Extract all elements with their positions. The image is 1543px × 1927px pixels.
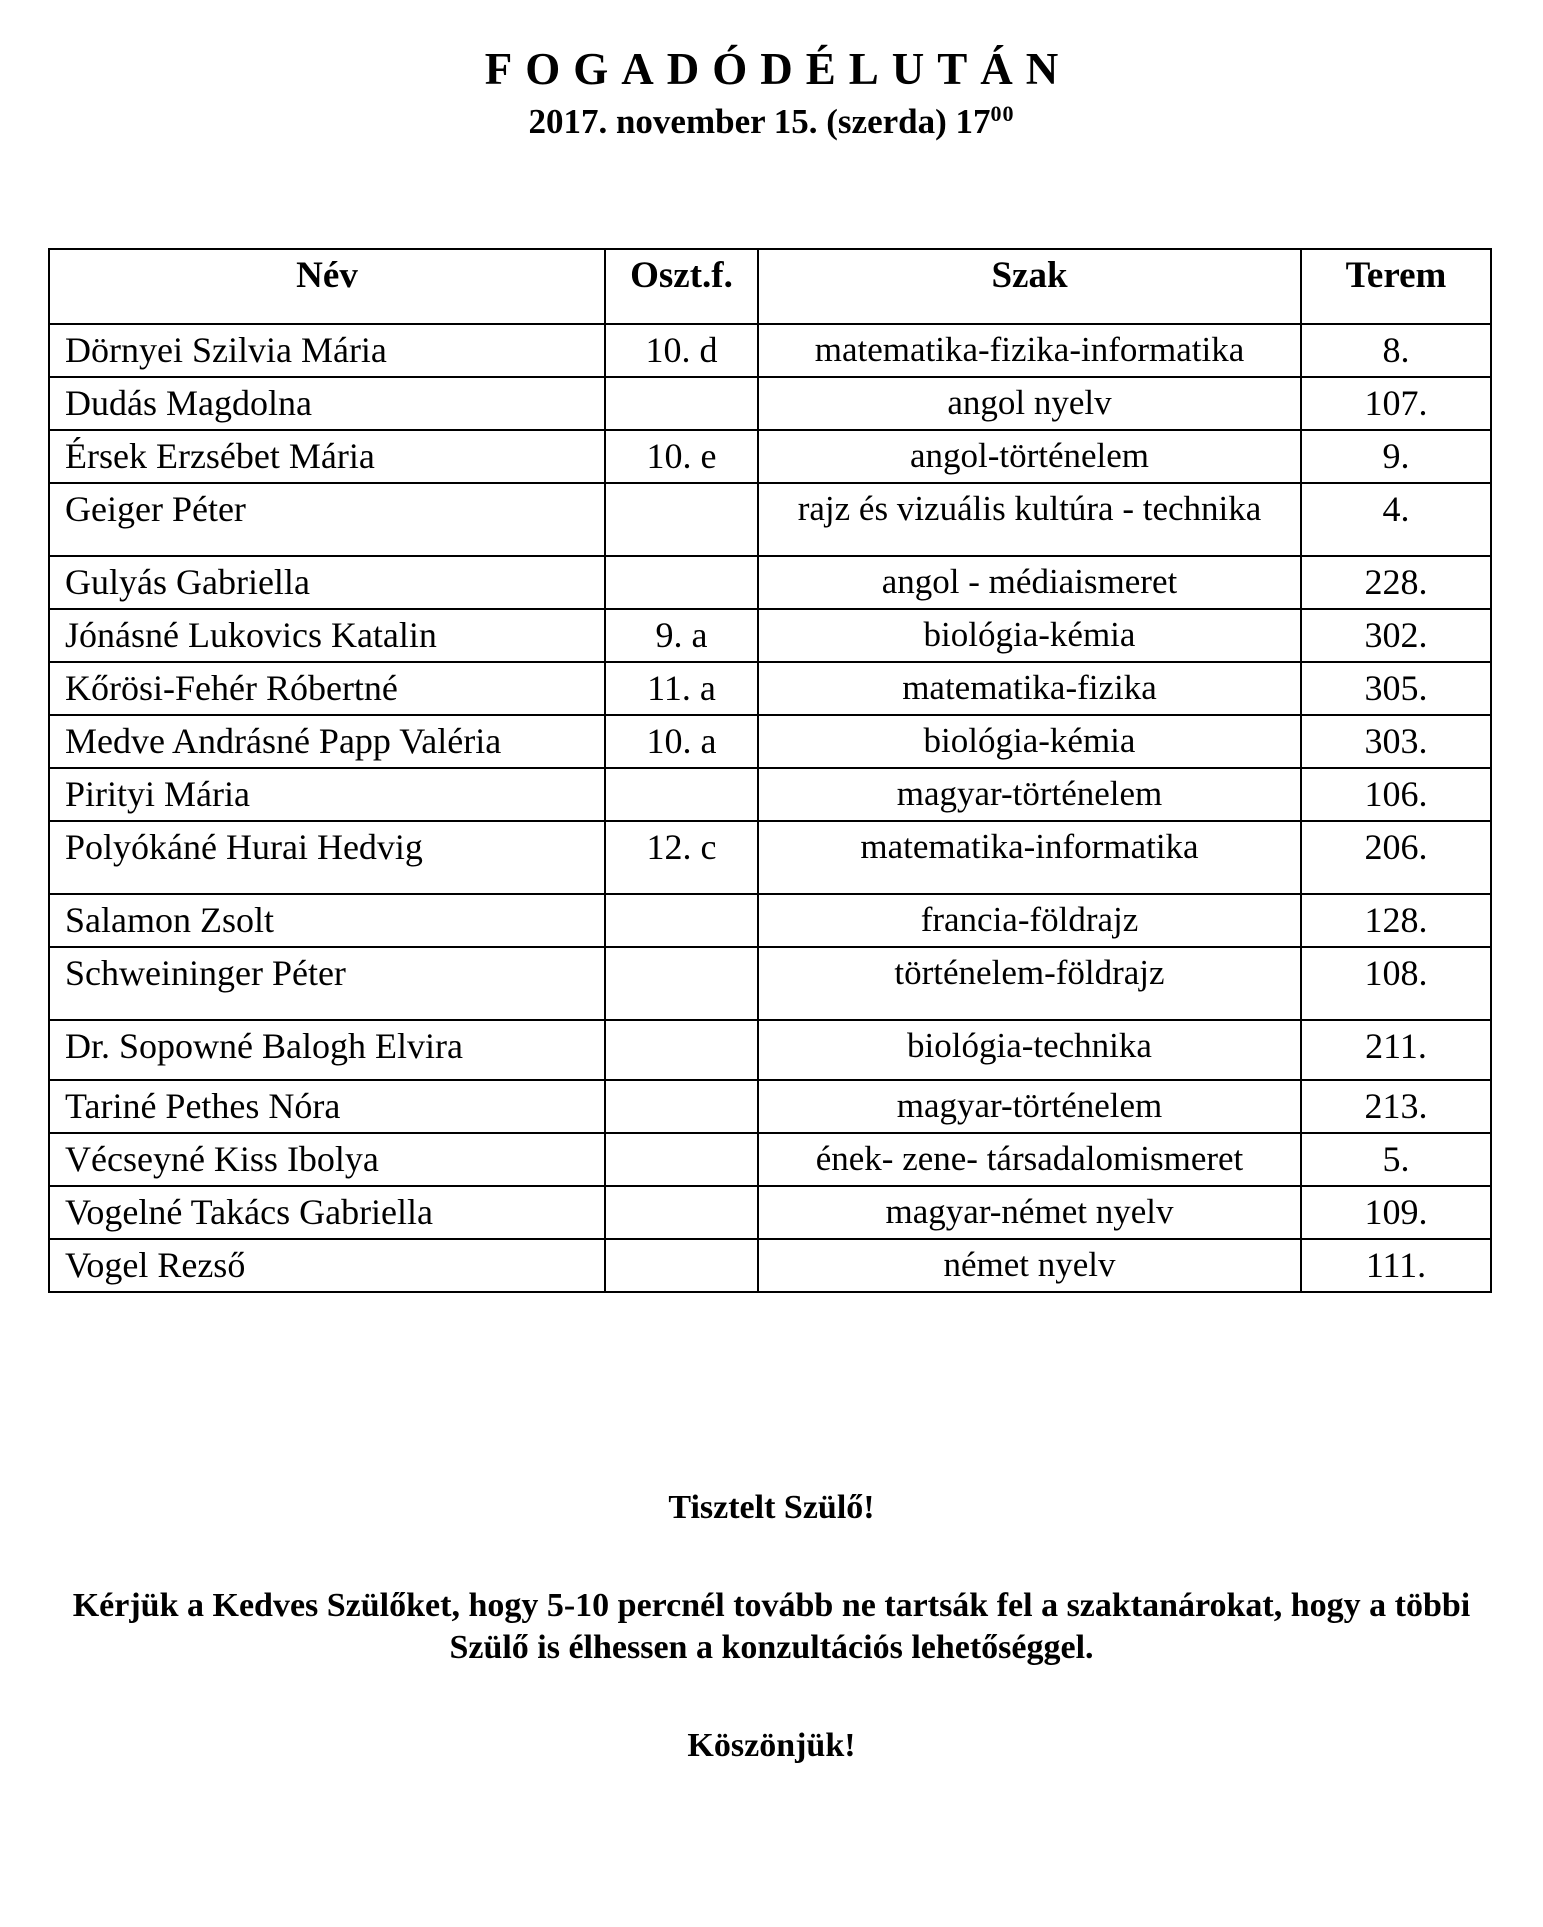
cell-name: Érsek Erzsébet Mária xyxy=(49,430,605,483)
cell-class xyxy=(605,947,758,1020)
cell-name: Vogelné Takács Gabriella xyxy=(49,1186,605,1239)
cell-class xyxy=(605,1239,758,1292)
column-header-osztf: Oszt.f. xyxy=(605,249,758,324)
cell-subject: magyar-történelem xyxy=(758,1080,1301,1133)
cell-name: Geiger Péter xyxy=(49,483,605,556)
cell-name: Gulyás Gabriella xyxy=(49,556,605,609)
cell-name: Vécseyné Kiss Ibolya xyxy=(49,1133,605,1186)
cell-subject: biológia-kémia xyxy=(758,609,1301,662)
cell-name: Medve Andrásné Papp Valéria xyxy=(49,715,605,768)
cell-class: 9. a xyxy=(605,609,758,662)
event-date-text: 2017. november 15. (szerda) 17 xyxy=(528,102,991,142)
cell-class xyxy=(605,768,758,821)
table-row xyxy=(49,894,1491,947)
teachers-table xyxy=(48,248,1492,1293)
cell-subject: biológia-technika xyxy=(758,1020,1301,1080)
cell-name: Schweininger Péter xyxy=(49,947,605,1020)
table-row xyxy=(49,662,1491,715)
cell-subject: magyar-történelem xyxy=(758,768,1301,821)
cell-room: 109. xyxy=(1301,1186,1491,1239)
cell-room: 302. xyxy=(1301,609,1491,662)
table-row xyxy=(49,430,1491,483)
table-row xyxy=(49,715,1491,768)
column-header-nev: Név xyxy=(49,249,605,324)
cell-class xyxy=(605,1186,758,1239)
cell-class xyxy=(605,1080,758,1133)
cell-room: 111. xyxy=(1301,1239,1491,1292)
event-time-superscript: 00 xyxy=(990,101,1015,127)
footer-thanks: Köszönjük! xyxy=(687,1727,856,1765)
cell-room: 128. xyxy=(1301,894,1491,947)
cell-name: Jónásné Lukovics Katalin xyxy=(49,609,605,662)
table-row xyxy=(49,1080,1491,1133)
cell-name: Dörnyei Szilvia Mária xyxy=(49,324,605,377)
table-row xyxy=(49,556,1491,609)
cell-name: Polyókáné Hurai Hedvig xyxy=(49,821,605,894)
table-row xyxy=(49,483,1491,556)
cell-subject: történelem-földrajz xyxy=(758,947,1301,1020)
cell-room: 107. xyxy=(1301,377,1491,430)
cell-name: Dr. Sopowné Balogh Elvira xyxy=(49,1020,605,1080)
cell-class: 10. e xyxy=(605,430,758,483)
cell-class: 10. d xyxy=(605,324,758,377)
cell-class xyxy=(605,377,758,430)
cell-room: 8. xyxy=(1301,324,1491,377)
cell-name: Salamon Zsolt xyxy=(49,894,605,947)
cell-subject: matematika-informatika xyxy=(758,821,1301,894)
cell-class xyxy=(605,1020,758,1080)
cell-room: 206. xyxy=(1301,821,1491,894)
cell-subject: rajz és vizuális kultúra - technika xyxy=(758,483,1301,556)
table-row xyxy=(49,377,1491,430)
footer-greeting: Tisztelt Szülő! xyxy=(668,1488,875,1526)
cell-subject: német nyelv xyxy=(758,1239,1301,1292)
cell-room: 4. xyxy=(1301,483,1491,556)
cell-room: 108. xyxy=(1301,947,1491,1020)
cell-subject: matematika-fizika xyxy=(758,662,1301,715)
cell-room: 211. xyxy=(1301,1020,1491,1080)
cell-subject: angol-történelem xyxy=(758,430,1301,483)
cell-room: 9. xyxy=(1301,430,1491,483)
cell-room: 5. xyxy=(1301,1133,1491,1186)
cell-name: Kőrösi-Fehér Róbertné xyxy=(49,662,605,715)
cell-class xyxy=(605,894,758,947)
cell-subject: ének- zene- társadalomismeret xyxy=(758,1133,1301,1186)
cell-class xyxy=(605,483,758,556)
table-row xyxy=(49,1020,1491,1080)
cell-subject: matematika-fizika-informatika xyxy=(758,324,1301,377)
table-row xyxy=(49,1133,1491,1186)
cell-class: 12. c xyxy=(605,821,758,894)
cell-subject: francia-földrajz xyxy=(758,894,1301,947)
footer-message: Kérjük a Kedves Szülőket, hogy 5-10 percnél tovább ne tartsák fel a szaktanárokat, hogy a többi Szülő is élhessen a konzultációs lehetőséggel. xyxy=(72,1586,1471,1666)
cell-class xyxy=(605,556,758,609)
cell-class: 10. a xyxy=(605,715,758,768)
cell-room: 106. xyxy=(1301,768,1491,821)
cell-class: 11. a xyxy=(605,662,758,715)
cell-subject: magyar-német nyelv xyxy=(758,1186,1301,1239)
cell-name: Pirityi Mária xyxy=(49,768,605,821)
cell-subject: biológia-kémia xyxy=(758,715,1301,768)
page-title: FOGADÓDÉLUTÁN xyxy=(484,44,1072,94)
table-row xyxy=(49,947,1491,1020)
table-row xyxy=(49,324,1491,377)
cell-name: Vogel Rezső xyxy=(49,1239,605,1292)
table-row xyxy=(49,609,1491,662)
cell-class xyxy=(605,1133,758,1186)
cell-room: 228. xyxy=(1301,556,1491,609)
table-header-row xyxy=(49,249,1491,324)
cell-name: Tariné Pethes Nóra xyxy=(49,1080,605,1133)
cell-room: 213. xyxy=(1301,1080,1491,1133)
table-row xyxy=(49,768,1491,821)
table-row xyxy=(49,1186,1491,1239)
cell-subject: angol - médiaismeret xyxy=(758,556,1301,609)
table-row xyxy=(49,821,1491,894)
event-date xyxy=(0,103,1543,142)
column-header-terem: Terem xyxy=(1301,249,1491,324)
table-row xyxy=(49,1239,1491,1292)
cell-room: 303. xyxy=(1301,715,1491,768)
column-header-szak: Szak xyxy=(758,249,1301,324)
cell-subject: angol nyelv xyxy=(758,377,1301,430)
cell-room: 305. xyxy=(1301,662,1491,715)
cell-name: Dudás Magdolna xyxy=(49,377,605,430)
